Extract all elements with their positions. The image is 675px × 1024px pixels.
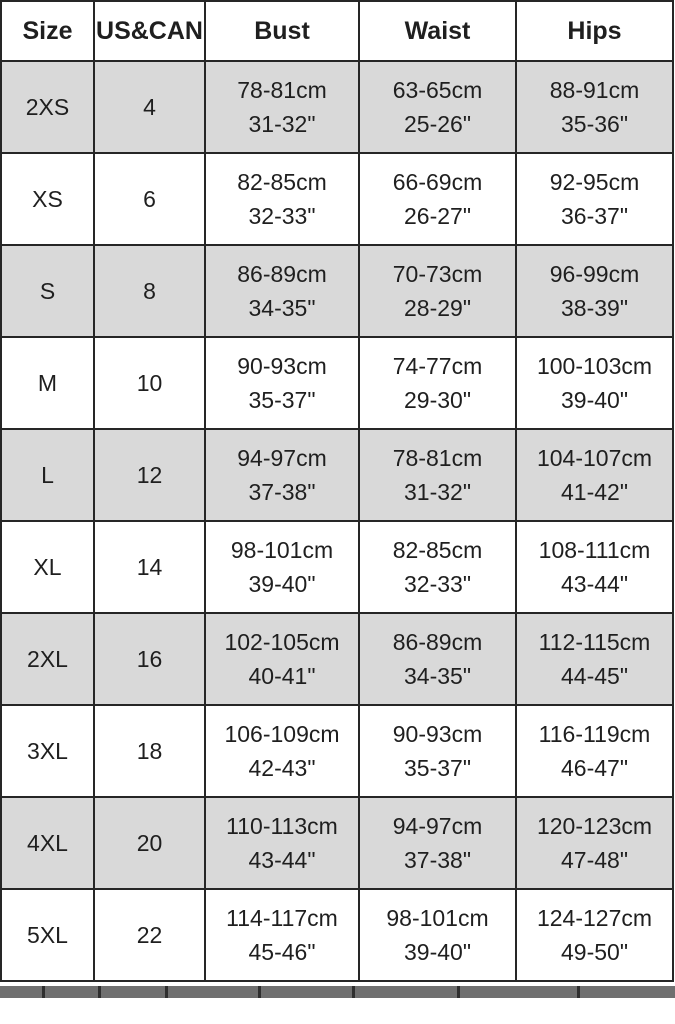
waist-inch-value: 29-30" [404, 387, 471, 413]
waist-inch-value: 34-35" [404, 663, 471, 689]
bust-cell [205, 245, 359, 337]
fragment-divider [577, 986, 580, 998]
column-header-bust: Bust [205, 1, 359, 61]
waist-inch-value: 26-27" [404, 203, 471, 229]
bust-cm-value: 110-113cm [226, 813, 338, 839]
table-row [1, 337, 673, 429]
hips-cell [516, 613, 673, 705]
bust-cell [205, 797, 359, 889]
size-cell: S [1, 245, 94, 337]
column-header-us-can: US&CAN [94, 1, 205, 61]
size-cell: 2XS [1, 61, 94, 153]
bust-inch-value: 45-46" [248, 939, 316, 965]
bust-cell [205, 337, 359, 429]
waist-cell [359, 61, 516, 153]
bust-cell [205, 521, 359, 613]
fragment-divider [98, 986, 101, 998]
waist-cm-value: 82-85cm [392, 537, 483, 563]
fragment-divider [42, 986, 45, 998]
bust-cm-value: 114-117cm [226, 905, 338, 931]
bust-cell [205, 889, 359, 981]
fragment-divider [165, 986, 168, 998]
size-cell: M [1, 337, 94, 429]
waist-cm-value: 63-65cm [392, 77, 483, 103]
waist-cm-value: 74-77cm [392, 353, 483, 379]
fragment-divider [457, 986, 460, 998]
hips-cell [516, 61, 673, 153]
bust-inch-value: 42-43" [248, 755, 316, 781]
hips-cell [516, 245, 673, 337]
hips-inch-value: 35-36" [561, 111, 628, 137]
hips-inch-value: 41-42" [561, 479, 628, 505]
size-cell: 3XL [1, 705, 94, 797]
waist-cm-value: 94-97cm [392, 813, 483, 839]
bust-cell [205, 153, 359, 245]
waist-inch-value: 31-32" [404, 479, 471, 505]
hips-cm-value: 108-111cm [538, 537, 651, 563]
hips-inch-value: 44-45" [561, 663, 628, 689]
hips-cell [516, 797, 673, 889]
us-can-cell: 4 [94, 61, 205, 153]
hips-cm-value: 88-91cm [549, 77, 640, 103]
us-can-cell: 6 [94, 153, 205, 245]
fragment-divider [352, 986, 355, 998]
waist-cell [359, 337, 516, 429]
hips-inch-value: 38-39" [561, 295, 628, 321]
table-row [1, 429, 673, 521]
us-can-cell: 18 [94, 705, 205, 797]
hips-inch-value: 47-48" [561, 847, 628, 873]
table-row [1, 613, 673, 705]
bust-cell [205, 705, 359, 797]
waist-inch-value: 32-33" [404, 571, 471, 597]
waist-cell [359, 705, 516, 797]
table-row [1, 797, 673, 889]
table-row [1, 153, 673, 245]
column-header-hips: Hips [516, 1, 673, 61]
us-can-cell: 16 [94, 613, 205, 705]
us-can-cell: 20 [94, 797, 205, 889]
waist-cm-value: 90-93cm [392, 721, 483, 747]
waist-cm-value: 66-69cm [392, 169, 483, 195]
waist-cell [359, 797, 516, 889]
hips-inch-value: 46-47" [561, 755, 628, 781]
hips-inch-value: 49-50" [561, 939, 628, 965]
waist-cell [359, 521, 516, 613]
hips-cm-value: 92-95cm [549, 169, 640, 195]
table-row [1, 889, 673, 981]
waist-inch-value: 28-29" [404, 295, 471, 321]
waist-cm-value: 86-89cm [392, 629, 483, 655]
fragment-divider [258, 986, 261, 998]
cropped-next-row-fragment [0, 986, 675, 998]
waist-cell [359, 245, 516, 337]
column-header-waist: Waist [359, 1, 516, 61]
table-row [1, 705, 673, 797]
hips-cell [516, 337, 673, 429]
us-can-cell: 14 [94, 521, 205, 613]
us-can-cell: 22 [94, 889, 205, 981]
table-row [1, 61, 673, 153]
bust-cm-value: 94-97cm [237, 445, 327, 471]
bust-inch-value: 37-38" [248, 479, 316, 505]
size-cell: 5XL [1, 889, 94, 981]
bust-inch-value: 34-35" [248, 295, 316, 321]
bust-cm-value: 106-109cm [224, 721, 340, 747]
bust-cm-value: 78-81cm [237, 77, 327, 103]
waist-cell [359, 613, 516, 705]
bust-cell [205, 61, 359, 153]
size-chart-header [1, 1, 673, 61]
waist-cm-value: 78-81cm [392, 445, 483, 471]
hips-cell [516, 153, 673, 245]
hips-cell [516, 429, 673, 521]
bust-inch-value: 39-40" [248, 571, 316, 597]
waist-inch-value: 39-40" [404, 939, 471, 965]
bust-cell [205, 613, 359, 705]
bust-inch-value: 32-33" [248, 203, 316, 229]
hips-cell [516, 521, 673, 613]
size-cell: 4XL [1, 797, 94, 889]
hips-cm-value: 100-103cm [536, 353, 653, 379]
size-cell: L [1, 429, 94, 521]
waist-cell [359, 153, 516, 245]
waist-cm-value: 98-101cm [386, 905, 489, 931]
size-chart-body [1, 61, 673, 981]
waist-inch-value: 35-37" [404, 755, 471, 781]
column-header-size: Size [1, 1, 94, 61]
hips-cm-value: 116-119cm [538, 721, 651, 747]
hips-inch-value: 39-40" [561, 387, 628, 413]
us-can-cell: 12 [94, 429, 205, 521]
hips-cell [516, 889, 673, 981]
bust-cm-value: 82-85cm [237, 169, 327, 195]
header-row [1, 1, 673, 61]
bust-cell [205, 429, 359, 521]
table-row [1, 521, 673, 613]
bust-inch-value: 35-37" [248, 387, 316, 413]
table-row [1, 245, 673, 337]
us-can-cell: 8 [94, 245, 205, 337]
bust-cm-value: 102-105cm [224, 629, 340, 655]
hips-cm-value: 120-123cm [536, 813, 653, 839]
hips-cell [516, 705, 673, 797]
waist-cell [359, 429, 516, 521]
waist-inch-value: 25-26" [404, 111, 471, 137]
size-cell: XS [1, 153, 94, 245]
hips-cm-value: 104-107cm [536, 445, 653, 471]
bust-inch-value: 31-32" [248, 111, 316, 137]
waist-inch-value: 37-38" [404, 847, 471, 873]
us-can-cell: 10 [94, 337, 205, 429]
hips-inch-value: 36-37" [561, 203, 628, 229]
size-cell: 2XL [1, 613, 94, 705]
size-cell: XL [1, 521, 94, 613]
hips-inch-value: 43-44" [561, 571, 628, 597]
bust-cm-value: 98-101cm [230, 537, 334, 563]
hips-cm-value: 112-115cm [538, 629, 651, 655]
hips-cm-value: 96-99cm [549, 261, 640, 287]
bust-cm-value: 90-93cm [237, 353, 327, 379]
bust-inch-value: 40-41" [248, 663, 316, 689]
waist-cm-value: 70-73cm [392, 261, 483, 287]
hips-cm-value: 124-127cm [536, 905, 653, 931]
bust-cm-value: 86-89cm [237, 261, 327, 287]
bust-inch-value: 43-44" [248, 847, 316, 873]
waist-cell [359, 889, 516, 981]
